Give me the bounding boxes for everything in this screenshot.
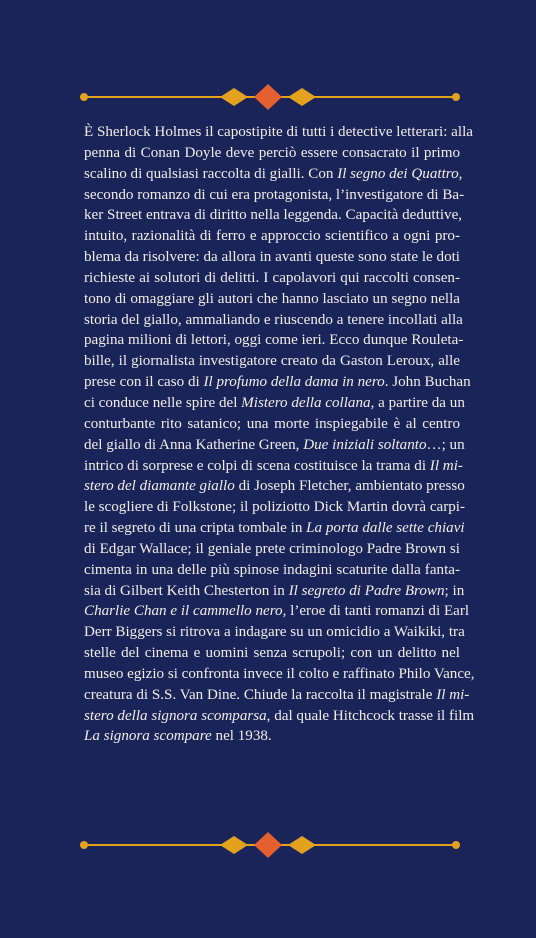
ornament-divider-top — [0, 77, 536, 117]
blurb-line — [84, 726, 460, 747]
text-run: È Sherlock Holmes il capostipite di tutti i detective letterari: alla — [84, 124, 473, 140]
text-run: re il segreto di una cripta tombale in — [84, 520, 307, 537]
back-cover-blurb — [84, 122, 475, 747]
text-run: nel 1938. — [211, 728, 272, 745]
ornament-divider-icon — [0, 825, 536, 865]
text-run: Derr Biggers si ritrova a indagare su un omicidio a Waikiki, tra — [84, 624, 465, 641]
text-run: cimenta in una delle più spinose indagini scaturite dalla fanta- — [84, 561, 460, 578]
ornament-dot-right — [452, 841, 460, 849]
text-run: . John Buchan — [384, 374, 471, 391]
italic-title: Il mi- — [436, 686, 470, 703]
text-run: le scogliere di Folkstone; il poliziotto Dick Martin dovrà carpi- — [84, 499, 466, 516]
italic-title: Mistero della collana — [241, 394, 371, 411]
text-run: scalino di qualsiasi raccolta di gialli. Con — [84, 165, 338, 182]
ornament-dot-left — [80, 841, 88, 849]
blurb-line — [84, 456, 463, 477]
italic-title: Due iniziali soltanto — [303, 436, 427, 453]
text-run: storia del giallo, ammaliando e riuscendo a tenere incollati alla — [84, 311, 463, 328]
blurb-line — [84, 643, 460, 664]
ornament-dot-left — [80, 93, 88, 101]
ornament-diamond-right — [288, 88, 316, 106]
text-run: creatura di S.S. Van Dine. Chiude la raccolta il magistrale — [84, 686, 437, 703]
text-run: blema da risolvere: da allora in avanti queste sono state le doti — [84, 249, 460, 266]
italic-title: Il segno dei Quattro — [337, 165, 459, 182]
blurb-line — [84, 393, 465, 414]
text-run: , — [458, 165, 463, 182]
text-run: di Joseph Fletcher, ambientato presso — [234, 478, 465, 495]
text-run: di Edgar Wallace; il geniale prete criminologo Padre Brown si — [84, 540, 460, 557]
blurb-line — [84, 351, 460, 372]
blurb-line — [84, 539, 460, 560]
blurb-line — [84, 185, 465, 206]
text-run: prese con il caso di — [84, 374, 204, 391]
blurb-line — [84, 518, 465, 539]
ornament-dot-right — [452, 93, 460, 101]
text-run: sia di Gilbert Keith Chesterton in — [84, 582, 289, 599]
blurb-line — [84, 685, 470, 706]
ornament-diamond-right — [288, 836, 316, 854]
blurb-line — [84, 414, 460, 435]
italic-title: Il profumo della dama in nero — [203, 374, 385, 391]
italic-title: Charlie Chan e il cammello nero — [84, 603, 283, 620]
blurb-line — [84, 601, 470, 622]
blurb-line — [84, 664, 475, 685]
text-run: richieste ai solutori di delitti. I capolavori qui raccolti consen- — [84, 269, 460, 286]
blurb-line — [84, 205, 463, 226]
blurb-line — [84, 622, 465, 643]
italic-title: La signora scompare — [84, 728, 212, 745]
text-run: ; in — [444, 582, 465, 599]
blurb-line — [84, 289, 460, 310]
blurb-line — [84, 706, 475, 727]
blurb-line — [84, 122, 473, 143]
blurb-line — [84, 164, 463, 185]
blurb-line — [84, 435, 465, 456]
italic-title: stero del diamante giallo — [84, 478, 235, 495]
blurb-line — [84, 476, 465, 497]
blurb-line — [84, 247, 460, 268]
blurb-line — [84, 330, 464, 351]
italic-title: La porta dalle sette chiavi — [306, 520, 465, 537]
text-run: pagina milioni di lettori, oggi come ieri. Ecco dunque Rouleta- — [84, 332, 464, 349]
text-run: penna di Conan Doyle deve perciò essere consacrato il primo — [84, 144, 460, 161]
blurb-line — [84, 581, 465, 602]
text-run: , l’eroe di tanti romanzi di Earl — [282, 603, 470, 620]
blurb-line — [84, 143, 460, 164]
text-run: intrico di sorprese e colpi di scena costituisce la trama di — [84, 457, 430, 474]
ornament-diamond-center — [254, 832, 282, 858]
ornament-divider-bottom — [0, 825, 536, 865]
text-run: secondo romanzo di cui era protagonista, l’investigatore di Ba- — [84, 186, 465, 203]
italic-title: stero della signora scomparsa — [84, 707, 267, 724]
text-run: bille, il giornalista investigatore creato da Gaston Leroux, alle — [84, 353, 460, 370]
text-run: …; un — [426, 436, 465, 453]
text-run: intuito, razionalità di ferro e approccio scientifico a ogni pro- — [84, 228, 460, 245]
text-run: conturbante rito satanico; una morte inspiegabile è al centro — [84, 415, 460, 432]
blurb-line — [84, 310, 463, 331]
blurb-line — [84, 560, 460, 581]
blurb-line — [84, 372, 471, 393]
italic-title: Il segreto di Padre Brown — [288, 582, 445, 599]
text-run: ci conduce nelle spire del — [84, 394, 242, 411]
blurb-line — [84, 497, 466, 518]
ornament-divider-icon — [0, 77, 536, 117]
ornament-diamond-left — [220, 88, 248, 106]
text-run: stelle del cinema e uomini senza scrupoli; con un delitto nel — [84, 645, 460, 662]
text-run: tono di omaggiare gli autori che hanno lasciato un segno nella — [84, 290, 460, 307]
text-run: museo egizio si confronta invece il colto e raffinato Philo Vance, — [84, 665, 475, 682]
blurb-line — [84, 268, 460, 289]
text-run: , a partire da un — [370, 394, 465, 411]
text-run: del giallo di Anna Katherine Green, — [84, 436, 304, 453]
italic-title: Il mi- — [429, 457, 463, 474]
text-run: ker Street entrava di diritto nella leggenda. Capacità deduttive, — [84, 207, 463, 224]
ornament-diamond-center — [254, 84, 282, 110]
blurb-line — [84, 226, 460, 247]
text-run: , dal quale Hitchcock trasse il film — [266, 707, 475, 724]
ornament-diamond-left — [220, 836, 248, 854]
